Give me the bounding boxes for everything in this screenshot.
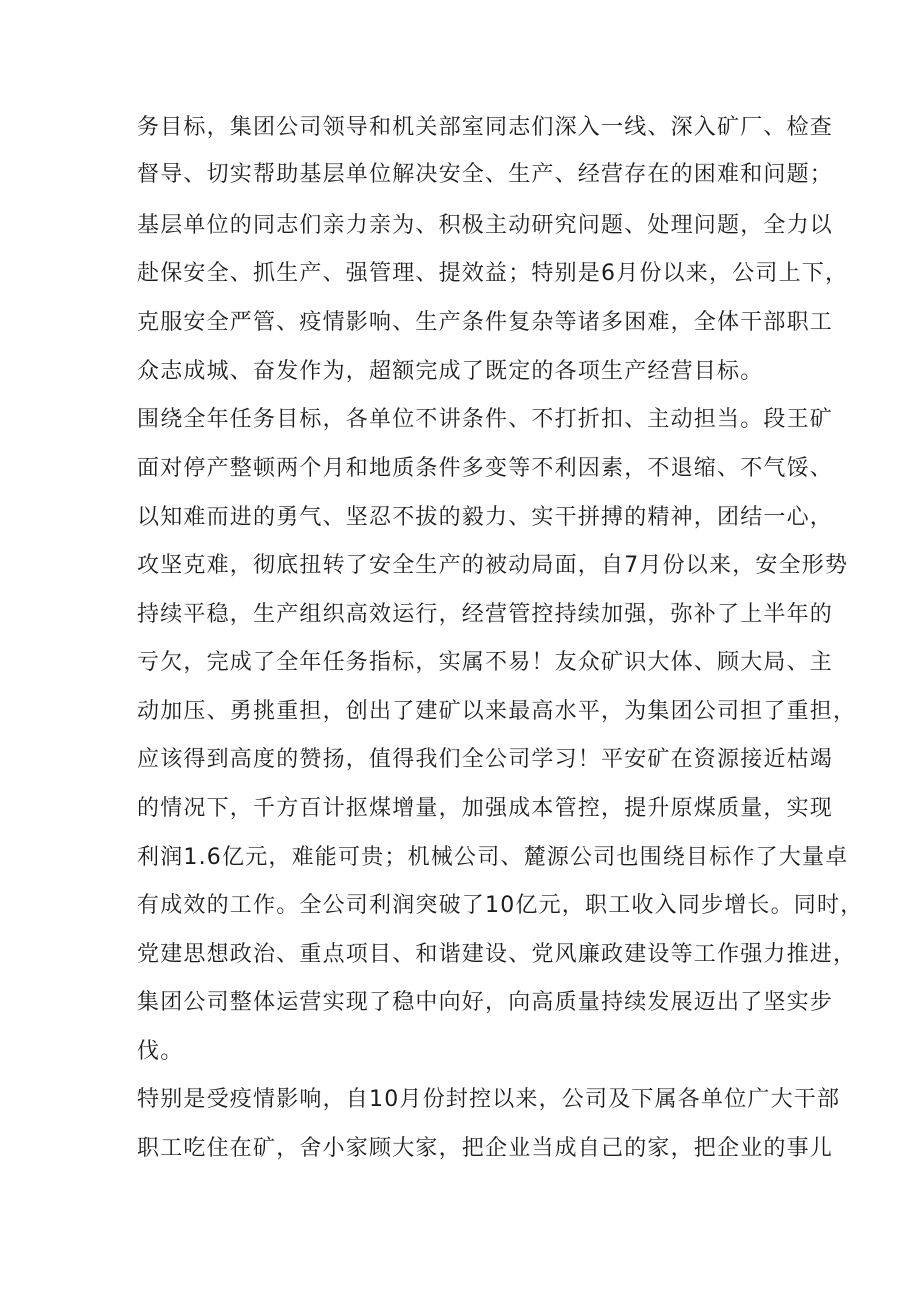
- text-line: 的情况下，千方百计抠煤增量，加强成本管控，提升原煤质量，实现: [137, 796, 834, 821]
- text-line: 动加压、勇挑重担，创出了建矿以来最高水平，为集团公司担了重担，: [137, 699, 857, 724]
- text-line: 赴保安全、抓生产、强管理、提效益；特别是6月份以来，公司上下，: [137, 261, 849, 286]
- text-line: 特别是受疫情影响，自10月份封控以来，公司及下属各单位广大干部: [137, 1087, 841, 1112]
- text-line: 务目标，集团公司领导和机关部室同志们深入一线、深入矿厂、检查: [137, 115, 834, 140]
- text-line: 攻坚克难，彻底扭转了安全生产的被动局面，自7月份以来，安全形势: [137, 553, 849, 578]
- text-line: 亏欠，完成了全年任务指标，实属不易！友众矿识大体、顾大局、主: [137, 650, 834, 675]
- text-line: 党建思想政治、重点项目、和谐建设、党风廉政建设等工作强力推进，: [137, 942, 857, 967]
- text-line: 伐。: [137, 1039, 184, 1064]
- text-line: 职工吃住在矿，舍小家顾大家，把企业当成自己的家，把企业的事儿: [137, 1136, 834, 1161]
- text-line: 面对停产整顿两个月和地质条件多变等不利因素，不退缩、不气馁、: [137, 456, 834, 481]
- text-line: 应该得到高度的赞扬，值得我们全公司学习！平安矿在资源接近枯竭: [137, 747, 834, 772]
- text-line: 有成效的工作。全公司利润突破了10亿元，职工收入同步增长。同时，: [137, 893, 864, 918]
- text-line: 基层单位的同志们亲力亲为、积极主动研究问题、处理问题，全力以: [137, 213, 834, 238]
- text-line: 众志成城、奋发作为，超额完成了既定的各项生产经营目标。: [137, 359, 764, 384]
- text-line: 集团公司整体运营实现了稳中向好，向高质量持续发展迈出了坚实步: [137, 990, 834, 1015]
- text-line: 督导、切实帮助基层单位解决安全、生产、经营存在的困难和问题；: [137, 162, 834, 187]
- text-line: 克服安全严管、疫情影响、生产条件复杂等诸多困难，全体干部职工: [137, 310, 834, 335]
- text-line: 利润1.6亿元，难能可贵；机械公司、麓源公司也围绕目标作了大量卓: [137, 845, 849, 870]
- text-line: 持续平稳，生产组织高效运行，经营管控持续加强，弥补了上半年的: [137, 602, 834, 627]
- text-line: 围绕全年任务目标，各单位不讲条件、不打折扣、主动担当。段王矿: [137, 407, 834, 432]
- text-line: 以知难而进的勇气、坚忍不拔的毅力、实干拼搏的精神，团结一心，: [137, 505, 834, 530]
